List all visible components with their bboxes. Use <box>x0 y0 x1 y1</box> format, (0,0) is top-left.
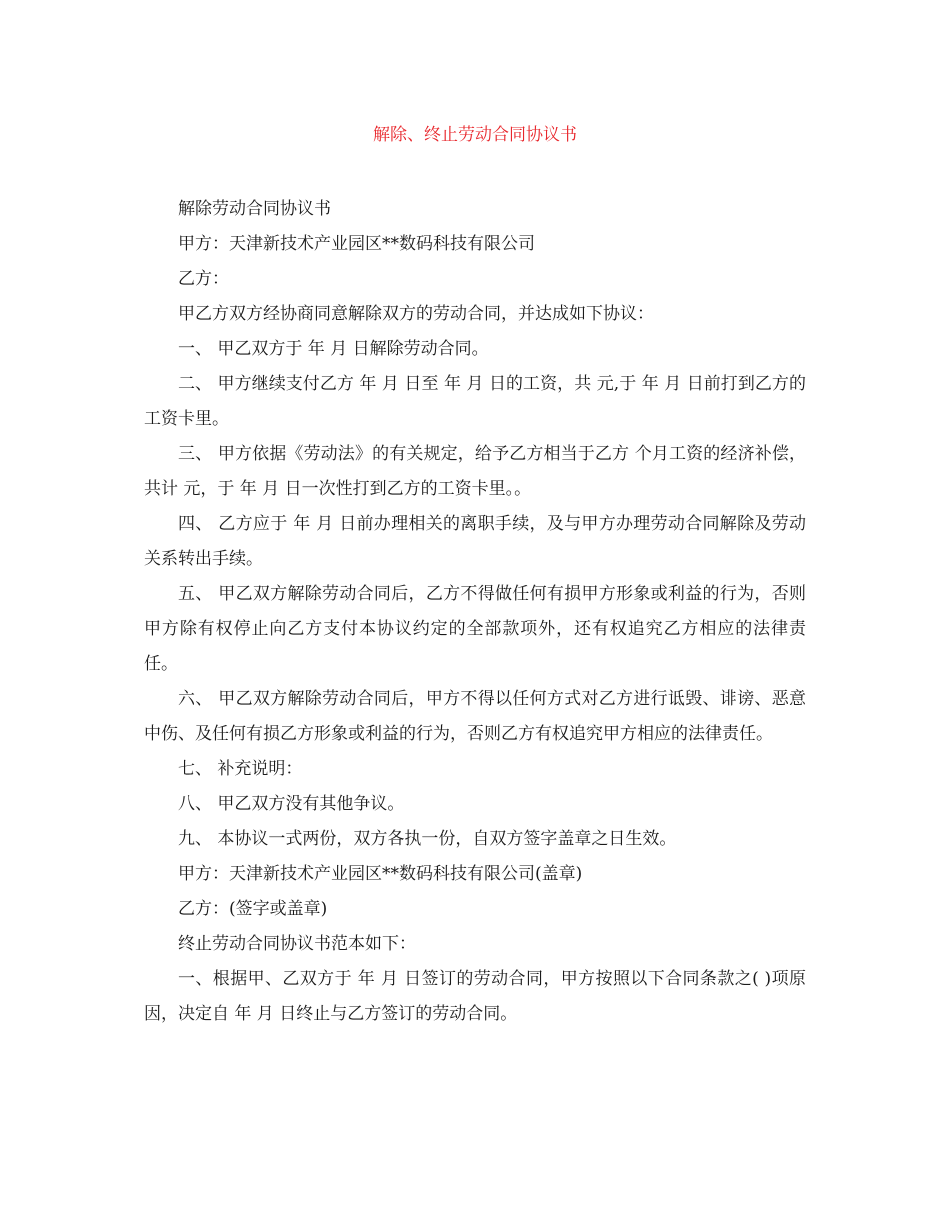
paragraph-termination-heading: 终止劳动合同协议书范本如下： <box>178 934 416 954</box>
paragraph-clause-9: 九、 本协议一式两份，双方各执一份，自双方签字盖章之日生效。 <box>178 829 677 849</box>
document-body <box>144 192 806 1032</box>
paragraph-clause-6: 六、 甲乙双方解除劳动合同后，甲方不得以任何方式对乙方进行诋毁、诽谤、恶意中伤、及任何有损乙方形象或利益的行为，否则乙方有权追究甲方相应的法律责任。 <box>144 689 806 744</box>
paragraph-preamble: 甲乙方双方经协商同意解除双方的劳动合同，并达成如下协议： <box>178 304 654 324</box>
document-title: 解除、终止劳动合同协议书 <box>373 125 577 145</box>
paragraph-heading: 解除劳动合同协议书 <box>178 199 331 219</box>
paragraph-clause-2: 二、 甲方继续支付乙方 年 月 日至 年 月 日的工资，共 元,于 年 月 日前打到乙方的工资卡里。 <box>144 374 806 429</box>
paragraph-clause-4: 四、 乙方应于 年 月 日前办理相关的离职手续，及与甲方办理劳动合同解除及劳动关系转出手续。 <box>144 514 806 569</box>
paragraph-termination-clause-1: 一、根据甲、乙双方于 年 月 日签订的劳动合同，甲方按照以下合同条款之( )项原因，决定自 年 月 日终止与乙方签订的劳动合同。 <box>144 969 806 1024</box>
paragraph-party-a: 甲方：天津新技术产业园区**数码科技有限公司 <box>178 234 535 254</box>
paragraph-party-b-seal: 乙方：(签字或盖章) <box>178 899 328 919</box>
paragraph-clause-7: 七、 补充说明： <box>178 759 303 779</box>
paragraph-clause-5: 五、 甲乙双方解除劳动合同后，乙方不得做任何有损甲方形象或利益的行为，否则甲方除有权停止向乙方支付本协议约定的全部款项外，还有权追究乙方相应的法律责任。 <box>144 584 806 674</box>
paragraph-party-a-seal: 甲方：天津新技术产业园区**数码科技有限公司(盖章) <box>178 864 583 884</box>
paragraph-party-b: 乙方： <box>178 269 229 289</box>
paragraph-clause-1: 一、 甲乙双方于 年 月 日解除劳动合同。 <box>178 339 489 359</box>
paragraph-clause-8: 八、 甲乙双方没有其他争议。 <box>178 794 405 814</box>
paragraph-clause-3: 三、 甲方依据《劳动法》的有关规定，给予乙方相当于乙方 个月工资的经济补偿，共计 元，于 年 月 日一次性打到乙方的工资卡里。。 <box>144 444 806 499</box>
